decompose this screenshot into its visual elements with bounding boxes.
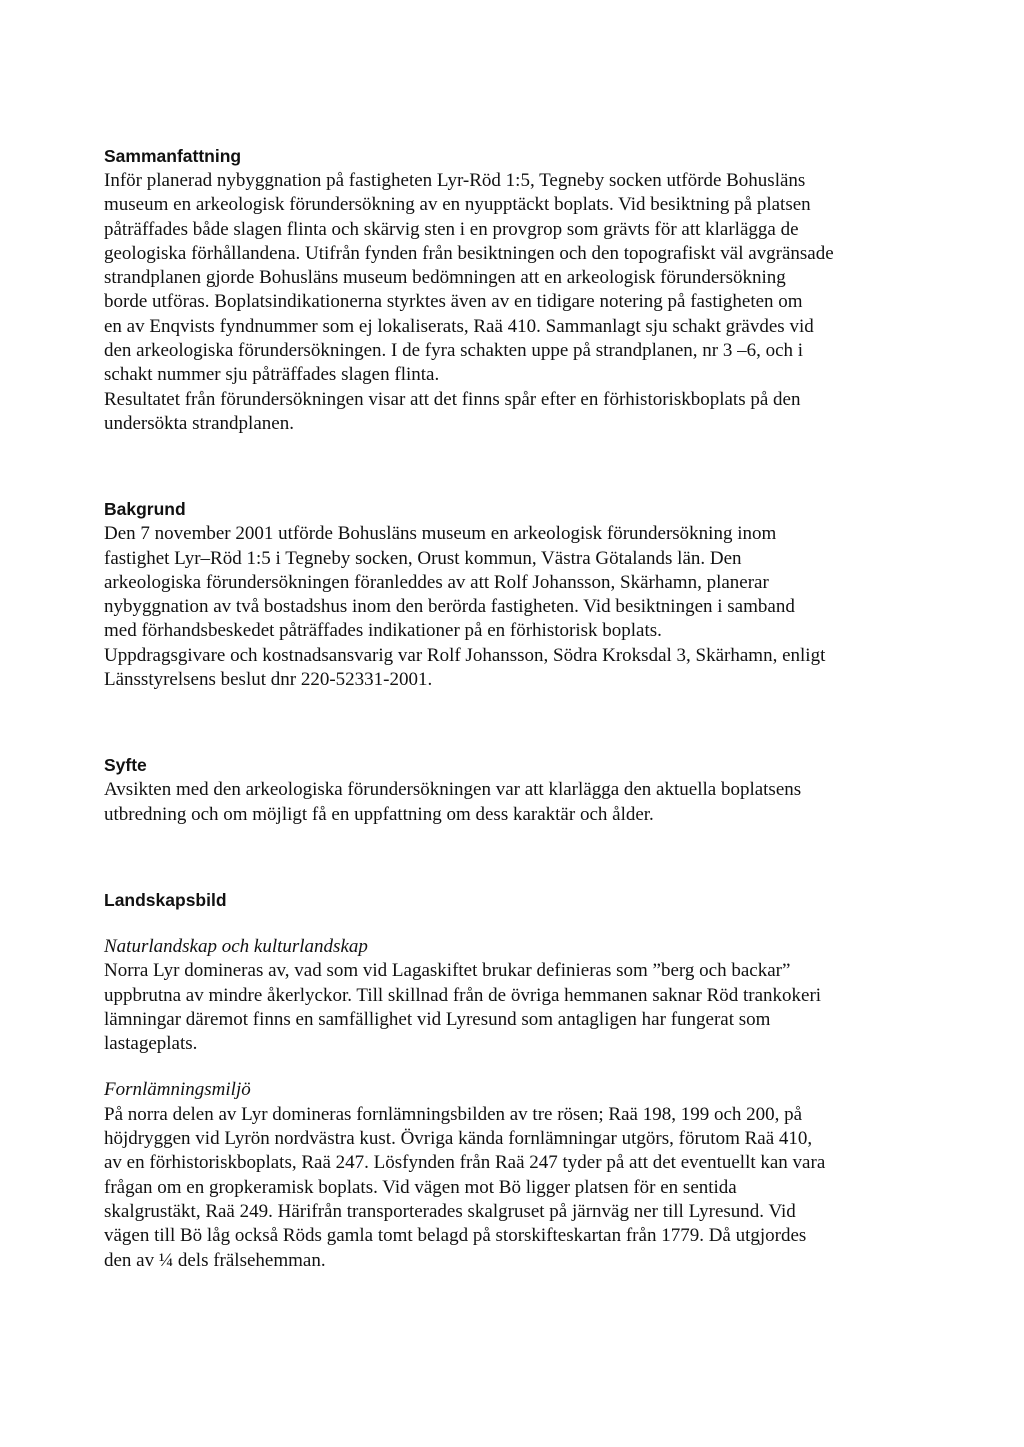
paragraph-line: schakt nummer sju påträffades slagen flinta. bbox=[104, 364, 440, 386]
section-spacer bbox=[104, 436, 894, 496]
paragraph-line: den av ¼ dels frälsehemman. bbox=[104, 1249, 326, 1271]
paragraph-line: höjdryggen vid Lyrön nordvästra kust. Övriga kända fornlämningar utgörs, förutom Raä 410, bbox=[104, 1128, 813, 1150]
paragraph-line: Avsikten med den arkeologiska förundersökningen var att klarlägga den aktuella boplatsens bbox=[104, 779, 802, 801]
heading-syfte: Syfte bbox=[104, 755, 147, 776]
paragraph-line: Resultatet från förundersökningen visar att det finns spår efter en förhistoriskboplats på den bbox=[104, 388, 801, 410]
heading-sammanfattning: Sammanfattning bbox=[104, 146, 242, 166]
section-bakgrund bbox=[104, 496, 894, 692]
paragraph-line: borde utföras. Boplatsindikationerna styrktes även av en tidigare notering på fastigheten om bbox=[104, 291, 803, 313]
paragraph-line: med förhandsbeskedet påträffades indikationer på en förhistorisk boplats. bbox=[104, 620, 662, 642]
paragraph-line: museum en arkeologisk förundersökning av en nyupptäckt boplats. Vid besiktning på platsen bbox=[104, 194, 811, 216]
paragraph-line: strandplanen gjorde Bohusläns museum bedömningen att en arkeologisk förundersökning bbox=[104, 267, 786, 289]
paragraph-line: Uppdragsgivare och kostnadsansvarig var Rolf Johansson, Södra Kroksdal 3, Skärhamn, enligt bbox=[104, 644, 826, 666]
paragraph-line: geologiska förhållandena. Utifrån fynden från besiktningen och den topografiskt väl avgränsade bbox=[104, 242, 834, 264]
paragraph-line: vägen till Bö låg också Röds gamla tomt belagd på storskifteskartan från 1779. Då utgjordes bbox=[104, 1225, 807, 1247]
paragraph-line: arkeologiska förundersökningen föranleddes av att Rolf Johansson, Skärhamn, planerar bbox=[104, 571, 769, 593]
paragraph-line: utbredning och om möjligt få en uppfattning om dess karaktär och ålder. bbox=[104, 803, 654, 825]
paragraph-line: Norra Lyr domineras av, vad som vid Lagaskiftet brukar definieras som ”berg och backar” bbox=[104, 960, 791, 982]
heading-bakgrund: Bakgrund bbox=[104, 499, 186, 520]
paragraph-line: På norra delen av Lyr domineras fornlämningsbilden av tre rösen; Raä 198, 199 och 200, på bbox=[104, 1103, 803, 1125]
paragraph-line: lastageplats. bbox=[104, 1033, 198, 1055]
subheading-naturlandskap: Naturlandskap och kulturlandskap bbox=[104, 935, 368, 957]
paragraph-line: av en förhistoriskboplats, Raä 247. Lösfynden från Raä 247 tyder på att det eventuellt kan vara bbox=[104, 1152, 826, 1174]
paragraph-line: fastighet Lyr–Röd 1:5 i Tegneby socken, Orust kommun, Västra Götalands län. Den bbox=[104, 547, 742, 569]
paragraph-line: nybyggnation av två bostadshus inom den berörda fastigheten. Vid besiktningen i samband bbox=[104, 596, 795, 618]
paragraph-line: skalgrustäkt, Raä 249. Härifrån transporterades skalgruset på järnväg ner till Lyresund. Vid bbox=[104, 1200, 796, 1222]
paragraph-line: Inför planerad nybyggnation på fastigheten Lyr-Röd 1:5, Tegneby socken utförde Bohusläns bbox=[104, 170, 806, 191]
paragraph-line: Länsstyrelsens beslut dnr 220-52331-2001. bbox=[104, 669, 433, 691]
section-spacer bbox=[104, 692, 894, 752]
paragraph-line: frågan om en gropkeramisk boplats. Vid vägen mot Bö ligger platsen för en sentida bbox=[104, 1176, 737, 1198]
section-syfte bbox=[104, 752, 894, 827]
paragraph-line: undersökta strandplanen. bbox=[104, 412, 294, 434]
paragraph-line: en av Enqvists fyndnummer som ej lokaliserats, Raä 410. Sammanlagt sju schakt grävdes vid bbox=[104, 315, 814, 337]
section-sammanfattning bbox=[104, 143, 894, 436]
subsection-spacer bbox=[104, 913, 894, 935]
subsection-spacer bbox=[104, 1056, 894, 1078]
paragraph-line: lämningar däremot finns en samfällighet vid Lyresund som antagligen har fungerat som bbox=[104, 1008, 771, 1030]
document-content bbox=[104, 143, 894, 1273]
paragraph-line: den arkeologiska förundersökningen. I de fyra schakten uppe på strandplanen, nr 3 –6, och i bbox=[104, 340, 804, 362]
paragraph-line: påträffades både slagen flinta och skärvig sten i en provgrop som grävts för att klarlägga de bbox=[104, 218, 799, 240]
heading-landskapsbild: Landskapsbild bbox=[104, 889, 227, 910]
paragraph-line: Den 7 november 2001 utförde Bohusläns museum en arkeologisk förundersökning inom bbox=[104, 523, 777, 545]
section-landskapsbild bbox=[104, 887, 894, 1273]
paragraph-line: uppbrutna av mindre åkerlyckor. Till skillnad från de övriga hemmanen saknar Röd trankokeri bbox=[104, 984, 822, 1006]
section-spacer bbox=[104, 827, 894, 887]
subheading-fornlamningsmiljo: Fornlämningsmiljö bbox=[104, 1079, 251, 1101]
